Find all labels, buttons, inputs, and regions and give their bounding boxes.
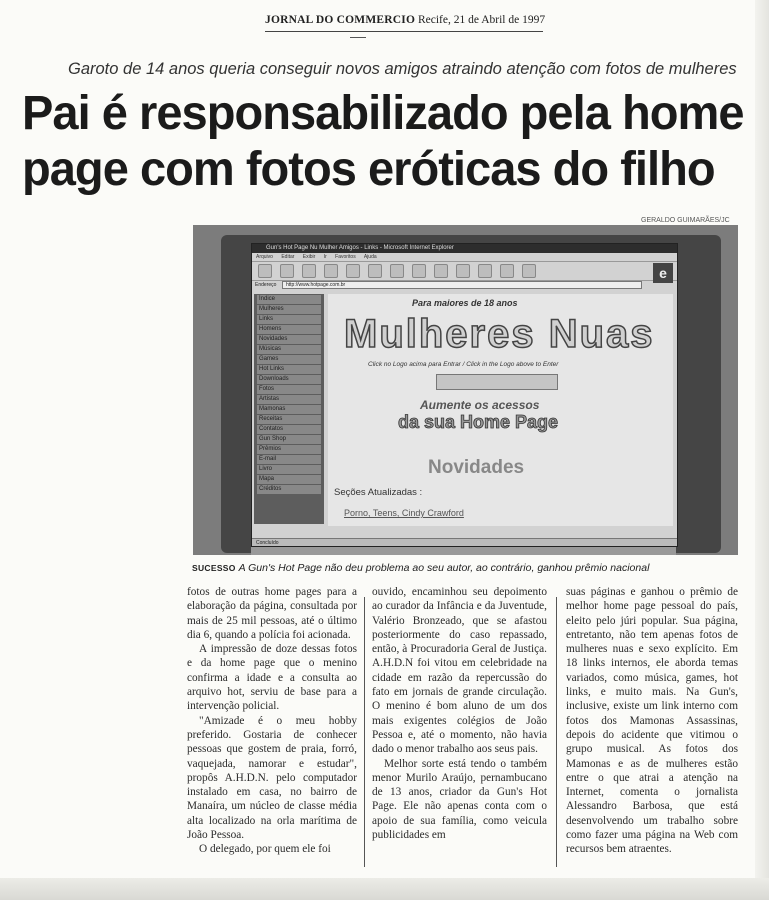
masthead (265, 14, 546, 32)
news-heading: Novidades (428, 457, 525, 478)
paragraph: O delegado, por quem ele foi (199, 843, 331, 856)
sidebar-link: Índice (257, 295, 321, 304)
sidebar-link: Games (257, 355, 321, 364)
site-title: Mulheres Nuas (344, 312, 655, 356)
taskbar (251, 547, 676, 555)
menu-item: Favoritos (335, 254, 356, 260)
sidebar-link: Fotos (257, 385, 321, 394)
sidebar-link: Prêmios (257, 445, 321, 454)
headline-line-2: page com fotos eróticas do filho (22, 143, 715, 196)
paragraph: suas páginas e ganhou o prêmio de melhor home page pessoal do país, eleito pelo júri popular. Sua página, entretanto, não tem apenas fotos de mulheres nuas e sexo explícito. Em 18 links internos, ele aborda temas variados, como música, games, hot links, e muito mais. Na Gun's, inclusive, existe um link interno com fotos dos Mamonas Assassinas, depois do acidente que vitimou o grupo musical. As fotos dos Mamonas e as de mulheres estão entre o que atrai a atenção na Internet, comenta o jornalista Alessandro Barbosa, que está desenvolvendo um trabalho sobre como fazer uma página na Web com recursos bem atraentes. (566, 586, 738, 856)
sidebar-link: Artistas (257, 395, 321, 404)
photo-credit: GERALDO GUIMARÃES/JC (641, 217, 730, 224)
paragraph: ouvido, encaminhou seu depoimento ao curador da Infância e da Juventude, Valério Bronzeado, que se afastou posteriormente do caso repassado, então, à Procuradoria Geral de Justiça. A.H.D.N foi vitou em celebridade na cidade em razão da repercussão do fato em jornais de grande circulação. O menino é bom aluno de um dos mais exigentes colégios de João Pessoa e, até o momento, não havia dado o menor trabalho aos seus pais. (372, 586, 547, 756)
refresh-icon (324, 264, 338, 278)
menu-item: Ajuda (363, 254, 377, 260)
favorites-icon (390, 264, 404, 278)
fullscreen-icon (456, 264, 470, 278)
sidebar-link: Receitas (257, 415, 321, 424)
ie-logo-icon: e (653, 263, 673, 283)
photo-caption (192, 562, 752, 574)
print-icon (500, 264, 514, 278)
address-field: http://www.hotpage.com.br (282, 281, 642, 289)
stop-icon (302, 264, 316, 278)
page-content (328, 294, 673, 526)
sidebar-link: Livro (257, 465, 321, 474)
address-bar (252, 280, 644, 290)
article-column-2 (372, 585, 547, 842)
caption-label: SUCESSO (192, 563, 236, 573)
column-rule (556, 597, 557, 867)
paragraph: fotos de outras home pages para a elaboração da página, consultada por mais de 25 mil pessoas, até o último dia 6, quando a polícia foi acionada. (187, 586, 357, 641)
headline-line-1: Pai é responsabilizado pela home (22, 87, 744, 140)
search-icon (368, 264, 382, 278)
sidebar-link: Novidades (257, 335, 321, 344)
history-icon (412, 264, 426, 278)
article-column-3 (566, 585, 738, 857)
sidebar-link: Gun Shop (257, 435, 321, 444)
sidebar-link: Mapa (257, 475, 321, 484)
paragraph: A impressão de doze dessas fotos e da home page que o menino confirma a idade e a consulta ao arquivo hot, serviu de base para a intervenção policial. (187, 643, 357, 713)
browser-toolbar (252, 261, 677, 281)
channels-icon (434, 264, 448, 278)
updated-sections-links: Porno, Teens, Cindy Crawford (344, 508, 464, 518)
home-icon (346, 264, 360, 278)
news-photo (193, 225, 738, 555)
sidebar-link: Downloads (257, 375, 321, 384)
site-sidebar (254, 294, 324, 524)
sidebar-link: Hot Links (257, 365, 321, 374)
paragraph: Melhor sorte está tendo o também menor Murilo Araújo, pernambucano de 13 anos, criador da Gun's Hot Page. Ele não apenas conta com o apoio de sua família, como veicula publicidades em (372, 757, 547, 842)
dateline: Recife, 21 de Abril de 1997 (417, 14, 546, 26)
sidebar-link: Créditos (257, 485, 321, 494)
caption-text: A Gun's Hot Page não deu problema ao seu autor, ao contrário, ganhou prêmio nacional (238, 562, 650, 574)
back-icon (258, 264, 272, 278)
scan-edge-bottom (0, 878, 769, 900)
menu-item: Exibir (302, 254, 316, 260)
sidebar-link: Contatos (257, 425, 321, 434)
promo-line-2: da sua Home Page (398, 412, 559, 432)
address-label: Endereço (255, 282, 277, 288)
browser-window (251, 243, 678, 547)
sidebar-link: E-mail (257, 455, 321, 464)
banner-image (436, 374, 558, 390)
menu-item: Arquivo (256, 254, 273, 260)
sidebar-link: Homens (257, 325, 321, 334)
enter-instruction: Click no Logo acima para Entrar / Click in the Logo above to Enter (368, 361, 559, 368)
headline (22, 86, 744, 198)
updated-sections-label: Seções Atualizadas : (334, 487, 423, 498)
sidebar-link: Músicas (257, 345, 321, 354)
menu-item: Editar (281, 254, 295, 260)
window-title: Gun's Hot Page Nu Mulher Amigos - Links - Microsoft Internet Explorer (252, 244, 677, 253)
menu-bar (252, 253, 677, 261)
article-column-1 (187, 585, 357, 857)
forward-icon (280, 264, 294, 278)
sidebar-link: Mulheres (257, 305, 321, 314)
mail-icon (478, 264, 492, 278)
edit-icon (522, 264, 536, 278)
newspaper-name: JORNAL DO COMMERCIO (265, 14, 416, 26)
column-rule (364, 597, 365, 867)
menu-item: Ir (323, 254, 327, 260)
divider (350, 37, 366, 38)
promo-line-1: Aumente os acessos (420, 398, 540, 412)
scan-edge-right (755, 0, 769, 900)
masthead-rule (265, 31, 543, 32)
status-bar: Concluído (252, 538, 677, 546)
kicker: Garoto de 14 anos queria conseguir novos amigos atraindo atenção com fotos de mulheres (68, 60, 737, 78)
age-warning: Para maiores de 18 anos (412, 298, 518, 308)
sidebar-link: Mamonas (257, 405, 321, 414)
paragraph: "Amizade é o meu hobby preferido. Gostaria de conhecer pessoas que gostem de praia, forró, vaquejada, namorar e estudar", propôs A.H.D.N. pelo computador instalado em casa, no bairro de Manaíra, um núcleo de classe média alta localizado na orla marítima de João Pessoa. (187, 714, 357, 842)
sidebar-link: Links (257, 315, 321, 324)
